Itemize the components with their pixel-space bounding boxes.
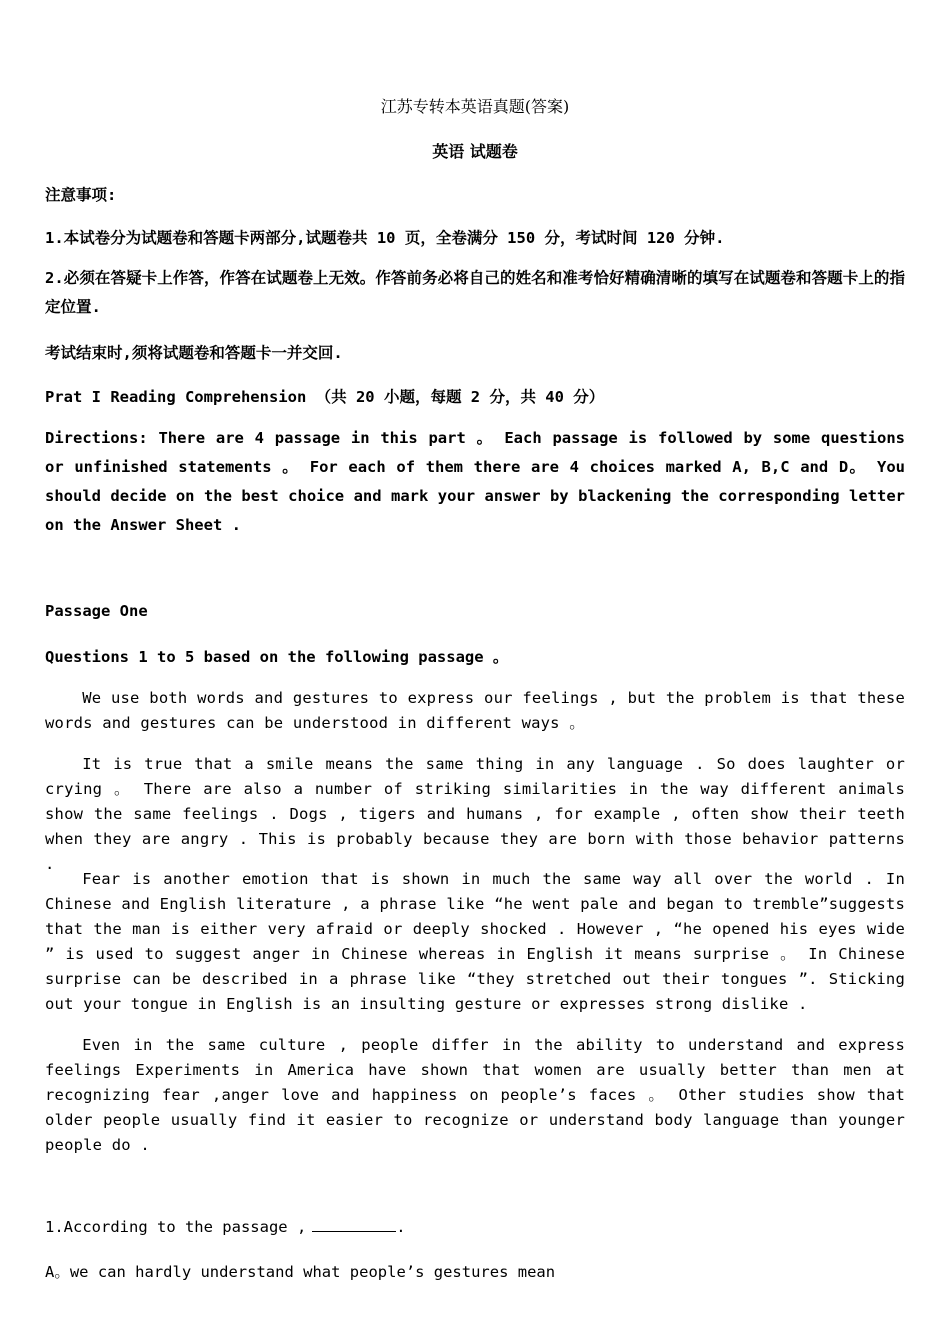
question-1-text: 1.According to the passage , [45, 1218, 307, 1236]
passage-paragraph: It is true that a smile means the same thing in any language . So does laughter or crying 。 There are also a number of striking similarities in the way different animals show the same feelings . Dogs , tigers and humans , for example , often show their teeth when they are angry . This is probably because they are born with those behavior patterns . [45, 755, 905, 873]
answer-blank [312, 1217, 396, 1232]
directions: Directions: There are 4 passage in this part 。 Each passage is followed by some questions or unfinished statements 。 For each of them there are 4 choices marked A, B,C and D。 You should decide on the best choice and mark your answer by blackening the corresponding letter on the Answer Sheet . [45, 429, 905, 534]
option-a: A。we can hardly understand what people’s gestures mean [45, 1263, 556, 1281]
question-1 [45, 1217, 905, 1236]
notice-heading: 注意事项: [45, 186, 117, 204]
page-title: 江苏专转本英语真题(答案) [380, 97, 570, 116]
notice-item-1: 1.本试卷分为试题卷和答题卡两部分,试题卷共 10 页，全卷满分 150 分，考试时间 120 分钟. [45, 229, 725, 247]
part-heading: Prat I Reading Comprehension （共 20 小题，每题 2 分，共 40 分） [45, 388, 605, 406]
page-subtitle: 英语 试题卷 [432, 142, 518, 161]
passage-paragraph: Even in the same culture , people differ in the ability to understand and express feelings Experiments in America have shown that women are usually better than men at recognizing fear ,anger love and happiness on people’s faces 。 Other studies show that older people usually find it easier to recognize or understand body language than younger people do . [45, 1036, 905, 1154]
passage-paragraph: We use both words and gestures to express our feelings , but the problem is that these words and gestures can be understood in different ways 。 [45, 689, 905, 732]
passage-paragraph: Fear is another emotion that is shown in much the same way all over the world . In Chinese and English literature , a phrase like “he went pale and began to tremble”suggests that the man is either very afraid or deeply shocked . However , “he opened his eyes wide ” is used to suggest anger in Chinese whereas in English it means surprise 。 In Chinese surprise can be described in a phrase like “they stretched out their tongues ”. Sticking out your tongue in English is an insulting gesture or expresses strong dislike . [45, 870, 905, 1013]
notice-item-3: 考试结束时,须将试题卷和答题卡一并交回. [45, 344, 343, 362]
passage-intro: Questions 1 to 5 based on the following passage 。 [45, 648, 509, 666]
question-1-end: . [396, 1218, 406, 1236]
notice-item-2: 2.必须在答疑卡上作答，作答在试题卷上无效。作答前务必将自己的姓名和准考恰好精确清晰的填写在试题卷和答题卡上的指定位置. [45, 269, 905, 316]
passage-heading: Passage One [45, 602, 148, 620]
